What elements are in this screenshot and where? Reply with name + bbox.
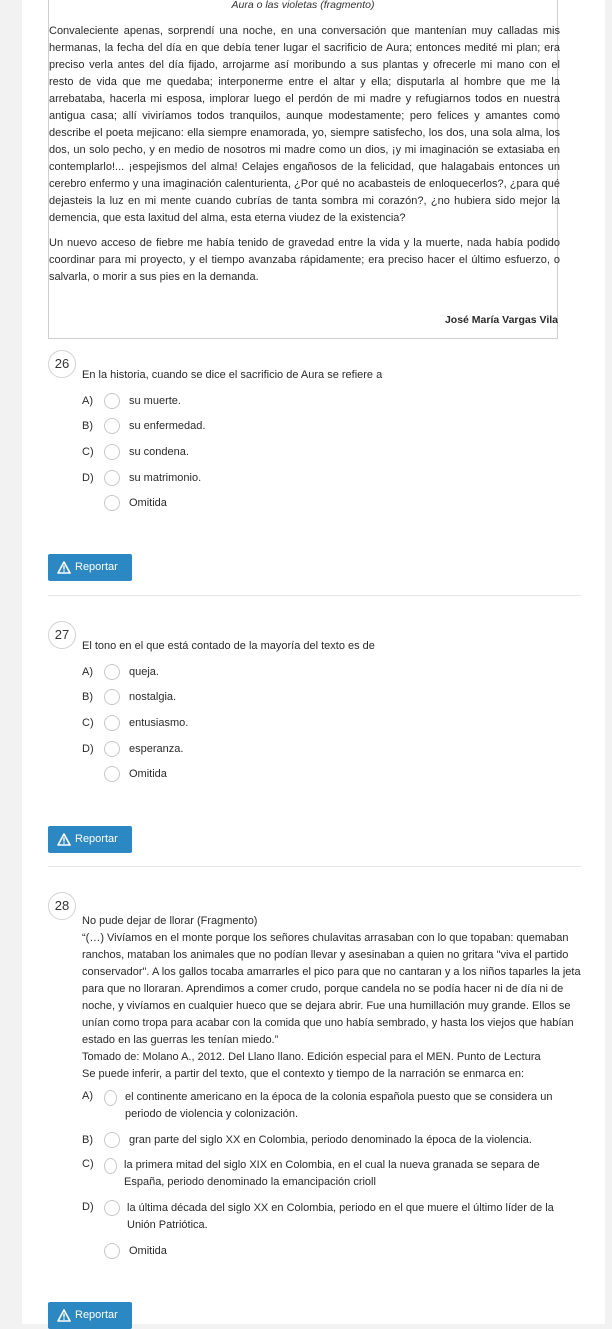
- question-number-badge: 26: [48, 350, 76, 378]
- option-text: su muerte.: [129, 395, 181, 407]
- option-letter: D): [82, 472, 94, 484]
- option-letter: C): [82, 1158, 94, 1170]
- question-stem: En la historia, cuando se dice el sacrificio de Aura se refiere a: [82, 369, 383, 381]
- option-letter: A): [82, 666, 93, 678]
- context-source: Tomado de: Molano A., 2012. Del Llano llano. Edición especial para el MEN. Punto de Lectura: [82, 1051, 541, 1063]
- report-button[interactable]: [48, 826, 132, 853]
- question-stem: El tono en el que está contado de la mayoría del texto es de: [82, 640, 375, 652]
- radio-button[interactable]: [104, 689, 120, 705]
- option-text: la primera mitad del siglo XIX en Colombia, en el cual la nueva granada se separa de España, periodo denominado la emancipación crioll: [124, 1159, 540, 1188]
- radio-button[interactable]: [104, 1243, 120, 1259]
- option-text: la última década del siglo XX en Colombia, periodo en el que muere el último líder de la Unión Patriótica.: [127, 1202, 554, 1231]
- question-context: [82, 913, 582, 1083]
- radio-button[interactable]: [104, 495, 120, 511]
- option-text: Omitida: [129, 497, 167, 509]
- option-text: esperanza.: [129, 743, 184, 755]
- option-letter: B): [82, 420, 93, 432]
- radio-button[interactable]: [104, 715, 120, 731]
- option-letter: A): [82, 395, 93, 407]
- report-button[interactable]: [48, 554, 132, 581]
- divider: [48, 595, 581, 596]
- radio-button[interactable]: [104, 766, 120, 782]
- option-letter: D): [82, 1201, 94, 1213]
- option-text: Omitida: [129, 1245, 167, 1257]
- passage-text: [49, 23, 560, 294]
- divider: [48, 866, 581, 867]
- question-stem: Se puede inferir, a partir del texto, que el contexto y tiempo de la narración se enmarca en:: [82, 1068, 525, 1080]
- warning-icon: [57, 1309, 71, 1322]
- context-title: No pude dejar de llorar (Fragmento): [82, 915, 258, 927]
- report-label: Reportar: [75, 1309, 118, 1321]
- option-letter: C): [82, 717, 94, 729]
- option-letter: D): [82, 743, 94, 755]
- option-letter: A): [82, 1090, 93, 1102]
- option-text: su matrimonio.: [129, 472, 202, 484]
- radio-button[interactable]: [104, 393, 120, 409]
- option-text: Omitida: [129, 768, 167, 780]
- option-letter: B): [82, 1134, 93, 1146]
- option-text: entusiasmo.: [129, 717, 189, 729]
- passage-paragraph: Un nuevo acceso de fiebre me había tenido de gravedad entre la vida y la muerte, nada había podido coordinar para mi proyecto, y el tiempo avanzaba rápidamente; era preciso hacer el último esfuerzo, o salvarla, o morir a sus pies en la demanda.: [49, 237, 560, 283]
- passage-title: Aura o las violetas (fragmento): [231, 0, 375, 11]
- report-button[interactable]: [48, 1302, 132, 1329]
- option-text: el continente americano en la época de la colonia española puesto que se considera un periodo de violencia y colonización.: [125, 1091, 553, 1120]
- radio-button[interactable]: [104, 1090, 117, 1106]
- radio-button[interactable]: [104, 1132, 120, 1148]
- question-number-badge: 27: [48, 621, 76, 649]
- option-letter: B): [82, 691, 93, 703]
- option-text: su condena.: [129, 446, 189, 458]
- passage-paragraph: Convaleciente apenas, sorprendí una noche, en una conversación que mantenían muy calladas mis hermanas, la fecha del día en que debía tener lugar el sacrificio de Aura; entonces medité mi plan; era preciso verla antes del día fijado, arrojarme así moribundo a sus plantas y ofrecerle mi mano con el resto de vida que me quedaba; interponerme entre el altar y ella; disputarla al hombre que me la arrebataba, hacerla mi esposa, implorar luego el perdón de mi madre y refugiarnos todos en nuestra antigua casa; allí viviríamos todos tranquilos, aunque modestamente; pero felices y amantes como describe el poeta mejicano: ella siempre enamorada, yo, siempre satisfecho, los dos, una sola alma, los dos, un solo pecho, y en medio de nosotros mi madre como un dios, ¡y mi imaginación se extasiaba en contemplarlo!... ¡espejismos del alma! Celajes engañosos de la felicidad, que halagabais entonces un cerebro enfermo y una imaginación calenturienta, ¿Por qué no acabasteis de enloquecerlos?, ¿para qué dejasteis la luz en mi mente cuando cubrías de tanta sombra mi corazón?, ¿no hubiera sido mejor la demencia, que esta laxitud del alma, esta eterna viudez de la existencia?: [49, 25, 560, 224]
- radio-button[interactable]: [104, 1200, 120, 1216]
- radio-button[interactable]: [104, 664, 120, 680]
- radio-button[interactable]: [104, 470, 120, 486]
- radio-button[interactable]: [104, 1158, 117, 1174]
- option-letter: C): [82, 446, 94, 458]
- reading-passage: [48, 0, 558, 339]
- radio-button[interactable]: [104, 741, 120, 757]
- option-text: nostalgia.: [129, 691, 177, 703]
- option-text: su enfermedad.: [129, 420, 206, 432]
- question-number-badge: 28: [48, 892, 76, 920]
- context-quote: “(…) Vivíamos en el monte porque los señores chulavitas arrasaban con lo que topaban: quemaban ranchos, mataban los animales que no podían llevar y asesinaban a quien no gritara "viva el partido conservador". A los gallos tocaba amarrarles el pico para que no cantaran y a los niños taparles la jeta para que no lloraran. Aprendimos a comer crudo, porque candela no se podía hacer ni de día ni de noche, y vivíamos en cualquier hueco que se dejara abrir. Fue una humillación muy grande. Ellos se unían como tropa para acabar con la comida que uno había sembrado, y hasta los viejos que habían estado en las guerras les tenían miedo.”: [82, 932, 581, 1046]
- exam-card: [22, 0, 605, 1324]
- option-text: gran parte del siglo XX en Colombia, periodo denominado la época de la violencia.: [129, 1134, 532, 1146]
- radio-button[interactable]: [104, 444, 120, 460]
- radio-button[interactable]: [104, 418, 120, 434]
- report-label: Reportar: [75, 833, 118, 845]
- warning-icon: [57, 833, 71, 846]
- warning-icon: [57, 561, 71, 574]
- report-label: Reportar: [75, 561, 118, 573]
- option-text: queja.: [129, 666, 159, 678]
- passage-author: José María Vargas Vila: [444, 314, 558, 326]
